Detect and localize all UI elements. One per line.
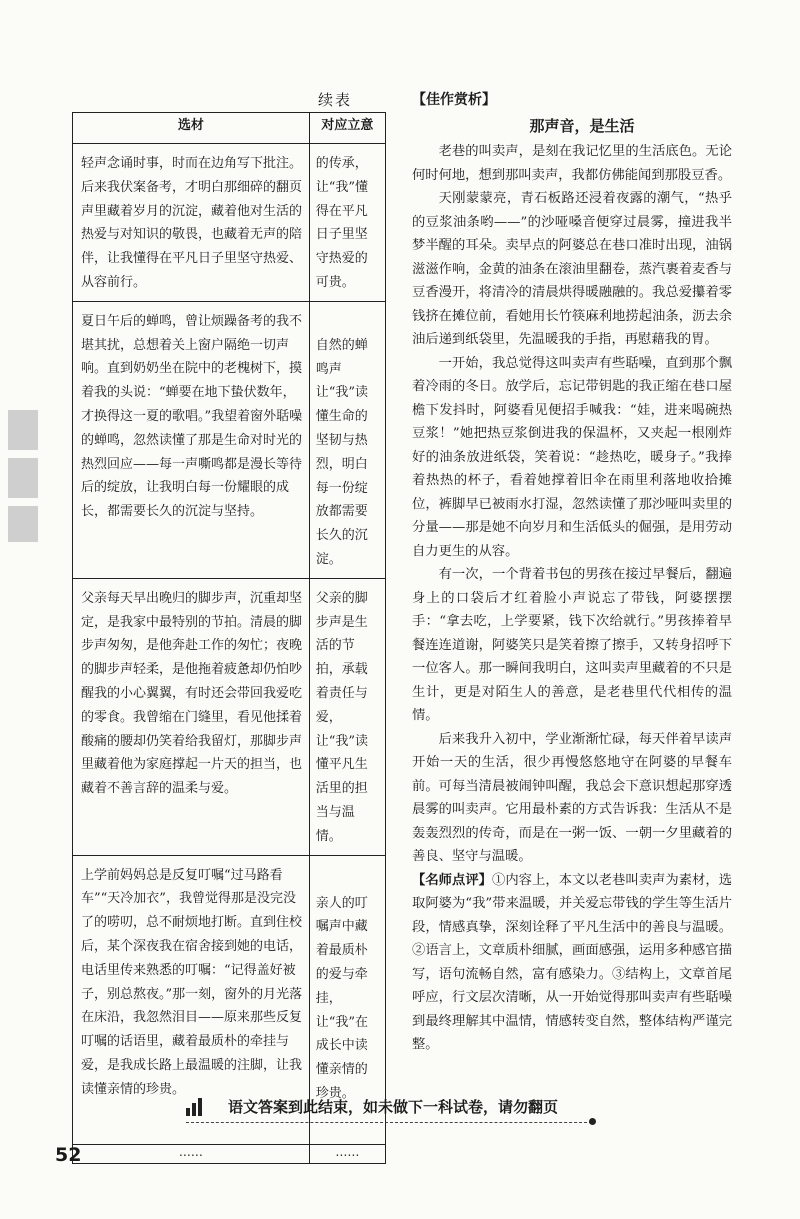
header-idea: 对应立意 (309, 113, 385, 144)
teacher-comment (412, 869, 732, 1057)
idea-cell: 自然的蝉鸣声让“我”读懂生命的坚韧与热烈，明白每一份绽放都需要长久的沉淀。 (309, 301, 385, 578)
bar-chart-icon (186, 1098, 204, 1116)
material-cell: 上学前妈妈总是反复叮嘱“过马路看车”“天冷加衣”，我曾觉得那是没完没了的唠叨，总不耐烦地打断。直到住校后，某个深夜我在宿舍接到她的电话，电话里传来熟悉的叮嘱：“记得盖好被子，别总熬夜。”那一刻，窗外的月光落在床沿，我忽然泪目——原来那些反复叮嘱的话语里，藏着最质朴的牵挂与爱，是我成长路上最温暖的注脚，让我读懂亲情的珍贵。 (73, 855, 310, 1144)
essay-paragraph: 一开始，我总觉得这叫卖声有些聒噪，直到那个飘着冷雨的冬日。放学后，忘记带钥匙的我正缩在巷口屋檐下发抖时，阿婆看见便招手喊我：“娃，进来喝碗热豆浆！”她把热豆浆倒进我的保温杯，又夹起一根刚炸好的油条放进纸袋，笑着说：“趁热吃，暖身子。”我捧着热热的杯子，看着她撑着旧伞在雨里利落地收拾摊位，裤脚早已被雨水打湿，忽然读懂了那沙哑叫卖里的分量——那是她不向岁月和生活低头的倔强，是用劳动自力更生的从容。 (412, 355, 732, 559)
page-number: 52 (55, 1144, 82, 1166)
essay-title: 那声音，是生活 (529, 117, 635, 135)
material-cell: 轻声念诵时事，时而在边角写下批注。后来我伏案备考，才明白那细碎的翻页声里藏着岁月的沉淀，藏着他对生活的热爱与对知识的敬畏，也藏着无声的陪伴，让我懂得在平凡日子里坚守热爱、从容前行。 (73, 144, 310, 302)
table-row (73, 578, 386, 855)
appreciation-tag: 【佳作赏析】 (412, 92, 496, 108)
essay-paragraph: 天刚蒙蒙亮，青石板路还浸着夜露的潮气，“热乎的豆浆油条哟——”的沙哑嗓音便穿过晨雾，撞进我半梦半醒的耳朵。卖早点的阿婆总在巷口准时出现，油锅滋滋作响，金黄的油条在滚油里翻卷，蒸汽裹着麦香与豆香漫开，将清冷的清晨烘得暖融融的。我总爱攥着零钱挤在摊位前，看她用长竹筷麻利地捞起油条，沥去余油后递到纸袋里，先温暖我的手指，再慰藉我的胃。 (412, 191, 732, 347)
essay-paragraph: 后来我升入初中，学业渐渐忙碌，每天伴着早读声开始一天的生活，很少再慢悠悠地守在阿婆的早餐车前。可每当清晨被闹钟叫醒，我总会下意识想起那穿透晨雾的叫卖声。它用最朴素的方式告诉我：生活从不是轰轰烈烈的传奇，而是在一粥一饭、一朝一夕里藏着的善良、坚守与温暖。 (412, 731, 732, 864)
comment-tag: 【名师点评】 (412, 872, 493, 888)
ellipsis-cell: …… (309, 1144, 385, 1163)
idea-cell: 父亲的脚步声是生活的节拍，承载着责任与爱，让“我”读懂平凡生活里的担当与温情。 (309, 578, 385, 855)
appreciation-section (412, 89, 732, 1057)
comment-text: ①内容上，本文以老巷叫卖声为素材，选取阿婆为“我”带来温暖，并关爱忘带钱的学生等生活片段，情感真挚，深刻诠释了平凡生活中的善良与温暖。②语言上，文章质朴细腻，画面感强，运用多种感官描写，语句流畅自然，富有感染力。③结构上，文章首尾呼应，行文层次清晰，从一开始觉得那叫卖声有些聒噪到最终理解其中温情，情感转变自然，整体结构严谨完整。 (412, 872, 733, 1052)
idea-cell: 亲人的叮嘱声中藏着最质朴的爱与牵挂，让“我”在成长中读懂亲情的珍贵。 (309, 855, 385, 1144)
table-header-row (73, 113, 386, 144)
essay-paragraph: 老巷的叫卖声，是刻在我记忆里的生活底色。无论何时何地，想到那叫卖声，我都仿佛能闻到那股豆香。 (412, 144, 732, 183)
table-row-ellipsis (73, 1144, 386, 1163)
material-cell: 父亲每天早出晚归的脚步声，沉重却坚定，是我家中最特别的节拍。清晨的脚步声匆匆，是他奔赴工作的匆忙；夜晚的脚步声轻柔，是他拖着疲惫却仍怕吵醒我的小心翼翼，有时还会带回我爱吃的零食。我曾缩在门缝里，看见他揉着酸痛的腰却仍笑着给我留灯，那脚步声里藏着他为家庭撑起一片天的担当，也藏着不善言辞的温柔与爱。 (73, 578, 310, 855)
idea-cell: 的传承，让“我”懂得在平凡日子里坚守热爱的可贵。 (309, 144, 385, 302)
essay-body (412, 140, 732, 869)
ellipsis-cell: …… (73, 1144, 310, 1163)
footer-notice: 语文答案到此结束，如未做下一科试卷，请勿翻页 (228, 1098, 559, 1116)
header-material: 选材 (73, 113, 310, 144)
page-edge-tab (8, 410, 38, 550)
footer-notice-bar (186, 1096, 598, 1120)
table-row (73, 301, 386, 578)
footer-divider (186, 1122, 592, 1123)
table-continued-label: 续表 (318, 91, 353, 109)
table-row (73, 144, 386, 302)
essay-paragraph: 有一次，一个背着书包的男孩在接过早餐后，翻遍身上的口袋后才红着脸小声说忘了带钱，阿婆摆摆手：“拿去吃，上学要紧，钱下次给就行。”男孩捧着早餐连连道谢，阿婆笑只是笑着擦了擦手，又转身招呼下一位客人。那一瞬间我明白，这叫卖声里藏着的不只是生计，更是对陌生人的善意，是老巷里代代相传的温情。 (412, 567, 732, 723)
materials-table (72, 112, 386, 1164)
footer-dot-icon (589, 1118, 596, 1125)
material-cell: 夏日午后的蝉鸣，曾让烦躁备考的我不堪其扰，总想着关上窗户隔绝一切声响。直到奶奶坐在院中的老槐树下，摸着我的头说：“蝉要在地下蛰伏数年，才换得这一夏的歌唱。”我望着窗外聒噪的蝉鸣，忽然读懂了那是生命对时光的热烈回应——每一声嘶鸣都是漫长等待后的绽放，让我明白每一份耀眼的成长，都需要长久的沉淀与坚持。 (73, 301, 310, 578)
